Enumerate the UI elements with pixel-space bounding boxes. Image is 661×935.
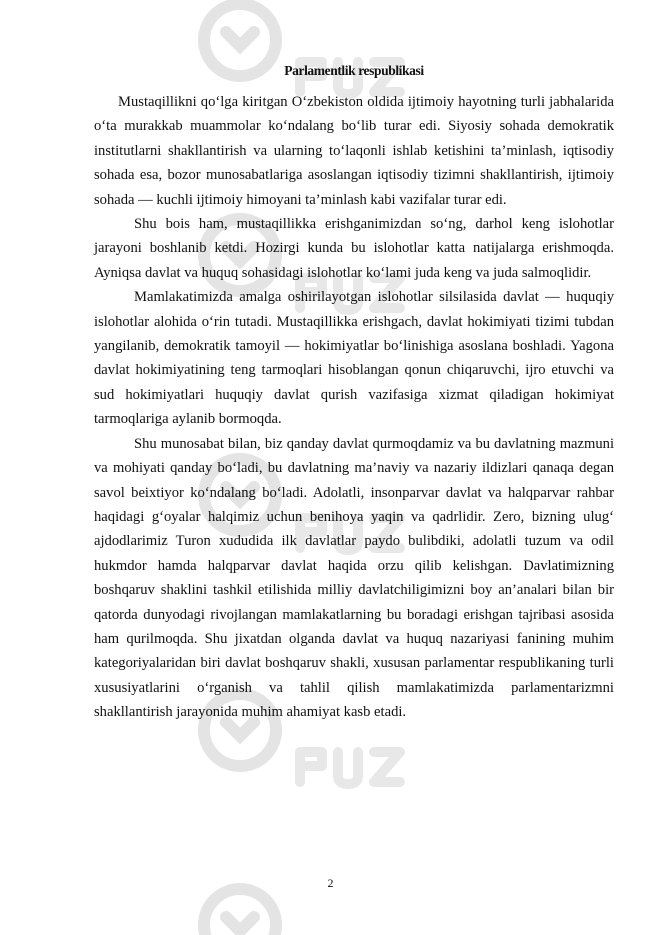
page-title: Parlamentlik respublikasi: [284, 63, 424, 78]
document-page: [94, 58, 614, 725]
paragraph-4: Shu munosabat bilan, biz qanday davlat qurmoqdamiz va bu davlatning mazmuni va mohiyati qanday bo‘ladi, bu davlatning ma’naviy va nazariy ildizlari qanaqa degan savol beixtiyor ko‘ndalang bo‘ladi. Adolatli, insonparvar davlat va halqparvar rahbar haqidagi g‘oyalar halqimiz uchun benihoya yaqin va qadrlidir. Zero, bizning ulug‘ ajdodlarimiz Turon xududida ilk davlatlar paydo bulibdiki, adolatli tuzum va odil hukmdor hamda halqparvar davlat haqida orzu qilib kelishgan. Davlatimizning boshqaruv shaklini tashkil etilishida milliy davlatchiligimizni boy an’analari bilan bir qatorda dunyodagi rivojlangan mamlakatlarning bu boradagi erishgan tajribasi asosida ham qurilmoqda. Shu jixatdan olganda davlat va huquq nazariyasi fanining muhim kategoriyalaridan biri davlat boshqaruv shakli, xususan parlamentar respublikaning turli xususiyatlarini o‘rganish va tahlil qilish mamlakatimizda parlamentarizmni shakllantirish jarayonida muhim ahamiyat kasb etadi.: [94, 435, 614, 721]
paragraph-1: Mustaqillikni qo‘lga kiritgan O‘zbekiston oldida ijtimoiy hayotning turli jabhalarida o‘ta murakkab muammolar ko‘ndalang bo‘lib turar edi. Siyosiy sohada demokratik institutlarni shakllantirish va ularning to‘laqonli ishlab ketishini ta’minlash, iqtisodiy sohada esa, bozor munosabatlariga asoslangan iqtisodiy tizimni shakllantirish, ijtimoiy sohada — kuchli ijtimoiy himoyani ta’minlash kabi vazifalar turar edi.: [94, 94, 614, 208]
page-number: 2: [327, 876, 334, 890]
paragraph-3: Mamlakatimizda amalga oshirilayotgan islohotlar silsilasida davlat — huquqiy islohotlar alohida o‘rin tutadi. Mustaqillikka erishgach, davlat hokimiyati tizimi tubdan yangilanib, demokratik tamoyil — hokimiyatlar bo‘linishiga asoslana boshladi. Yagona davlat hokimiyatining teng tarmoqlari hisoblangan qonun chiqaruvchi, ijro etuvchi va sud hokimiyatlari huquqiy davlat qurish vazifasiga xizmat qiladigan hokimiyat tarmoqlariga aylanib bormoqda.: [94, 289, 614, 428]
paragraph-2: Shu bois ham, mustaqillikka erishganimizdan so‘ng, darhol keng islohotlar jarayoni boshlanib ketdi. Hozirgi kunda bu islohotlar katta natijalarga erishmoqda. Ayniqsa davlat va huquq sohasidagi islohotlar ko‘lami juda keng va juda salmoqlidir.: [94, 216, 614, 281]
